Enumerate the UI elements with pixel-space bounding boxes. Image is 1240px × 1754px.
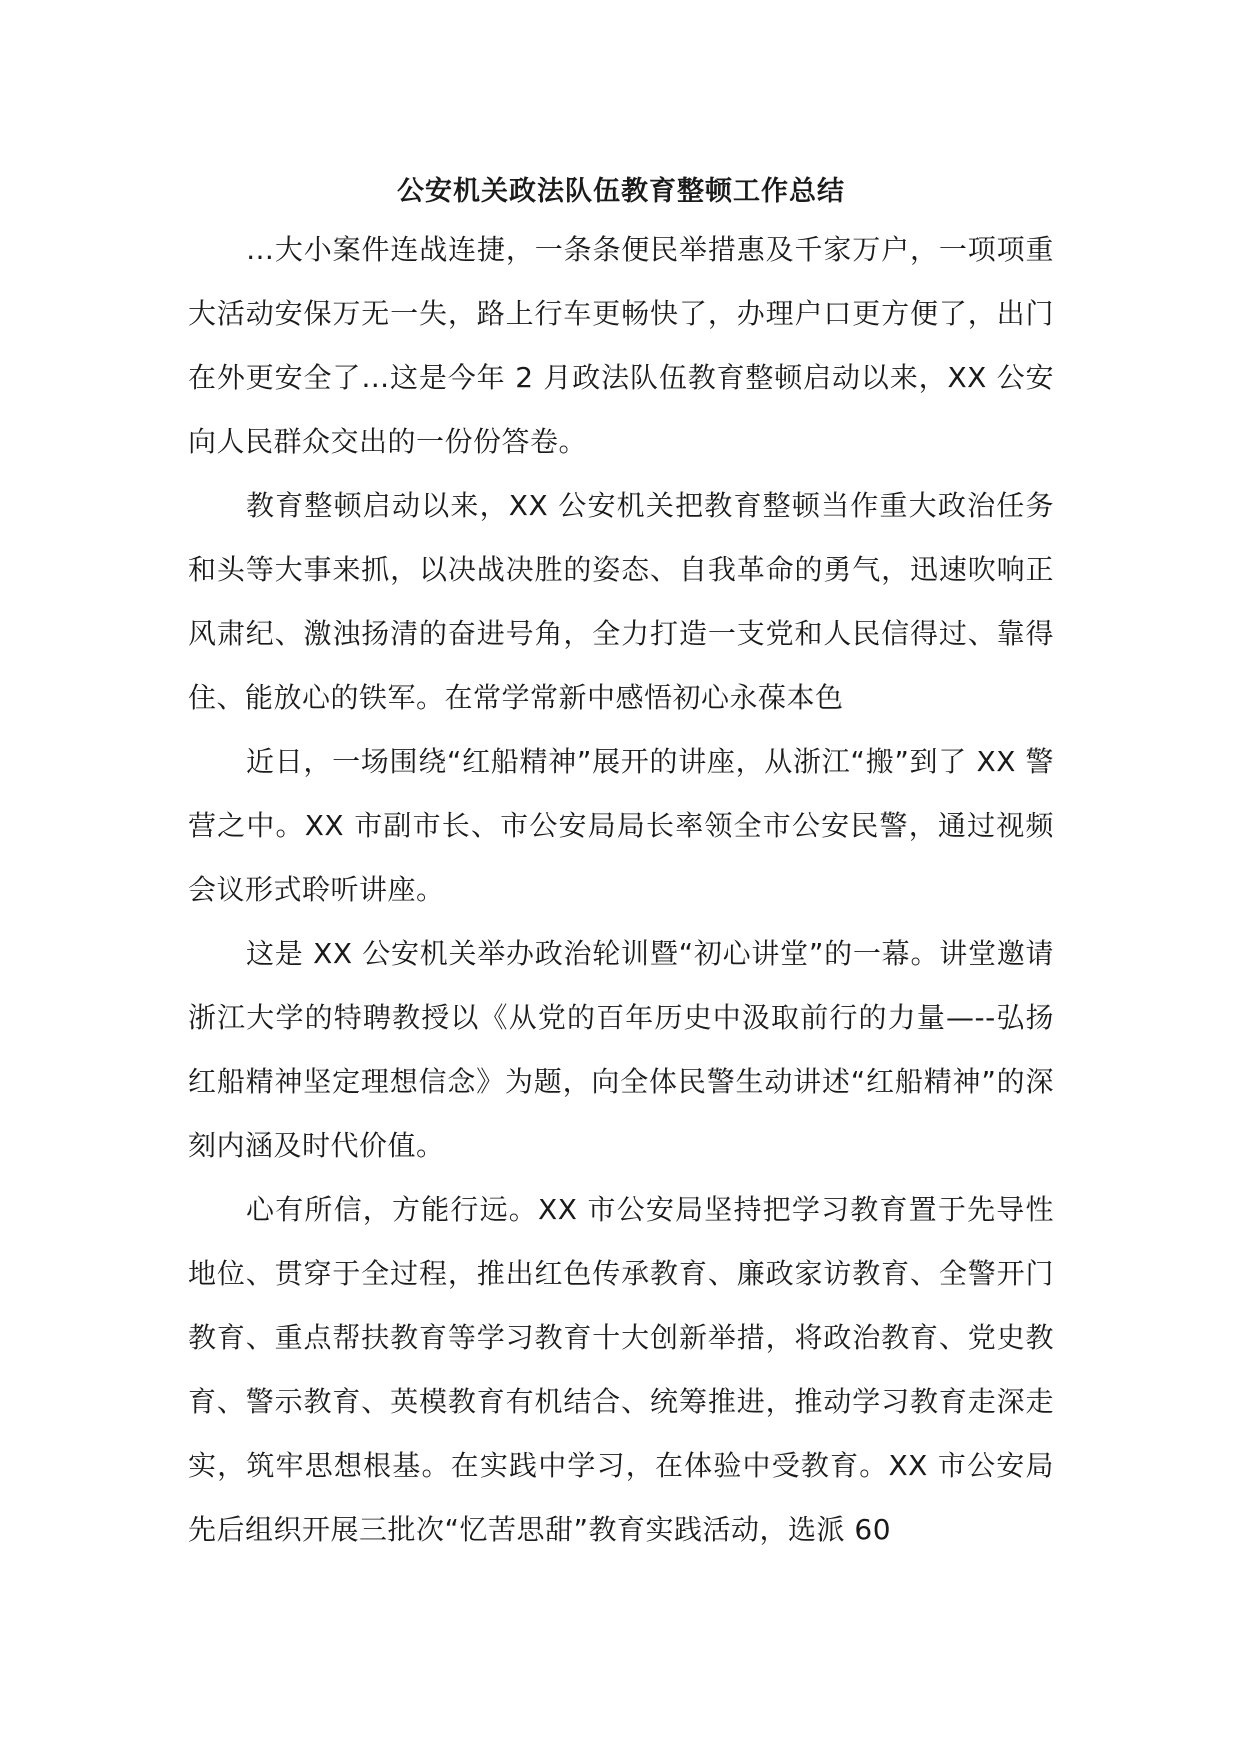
paragraph-2: 教育整顿启动以来，XX 公安机关把教育整顿当作重大政治任务和头等大事来抓，以决战决胜的姿态、自我革命的勇气，迅速吹响正风肃纪、激浊扬清的奋进号角，全力打造一支党和人民信得过、靠得住、能放心的铁军。在常学常新中感悟初心永葆本色 [188,489,1054,714]
paragraph-5: 心有所信，方能行远。XX 市公安局坚持把学习教育置于先导性地位、贯穿于全过程，推出红色传承教育、廉政家访教育、全警开门教育、重点帮扶教育等学习教育十大创新举措，将政治教育、党史教育、警示教育、英模教育有机结合、统筹推进，推动学习教育走深走实，筑牢思想根基。在实践中学习，在体验中受教育。XX 市公安局先后组织开展三批次“忆苦思甜”教育实践活动，选派 60 [188,1193,1054,1546]
document-title: 公安机关政法队伍教育整顿工作总结 [397,176,845,207]
paragraph-3: 近日，一场围绕“红船精神”展开的讲座，从浙江“搬”到了 XX 警营之中。XX 市副市长、市公安局局长率领全市公安民警，通过视频会议形式聆听讲座。 [188,745,1054,906]
document-body [188,172,1054,1562]
paragraph-1: …大小案件连战连捷，一条条便民举措惠及千家万户，一项项重大活动安保万无一失，路上行车更畅快了，办理户口更方便了，出门在外更安全了…这是今年 2 月政法队伍教育整顿启动以来，XX 公安向人民群众交出的一份份答卷。 [188,233,1054,458]
paragraph-4: 这是 XX 公安机关举办政治轮训暨“初心讲堂”的一幕。讲堂邀请浙江大学的特聘教授以《从党的百年历史中汲取前行的力量—--弘扬红船精神坚定理想信念》为题，向全体民警生动讲述“红船精神”的深刻内涵及时代价值。 [188,937,1054,1162]
